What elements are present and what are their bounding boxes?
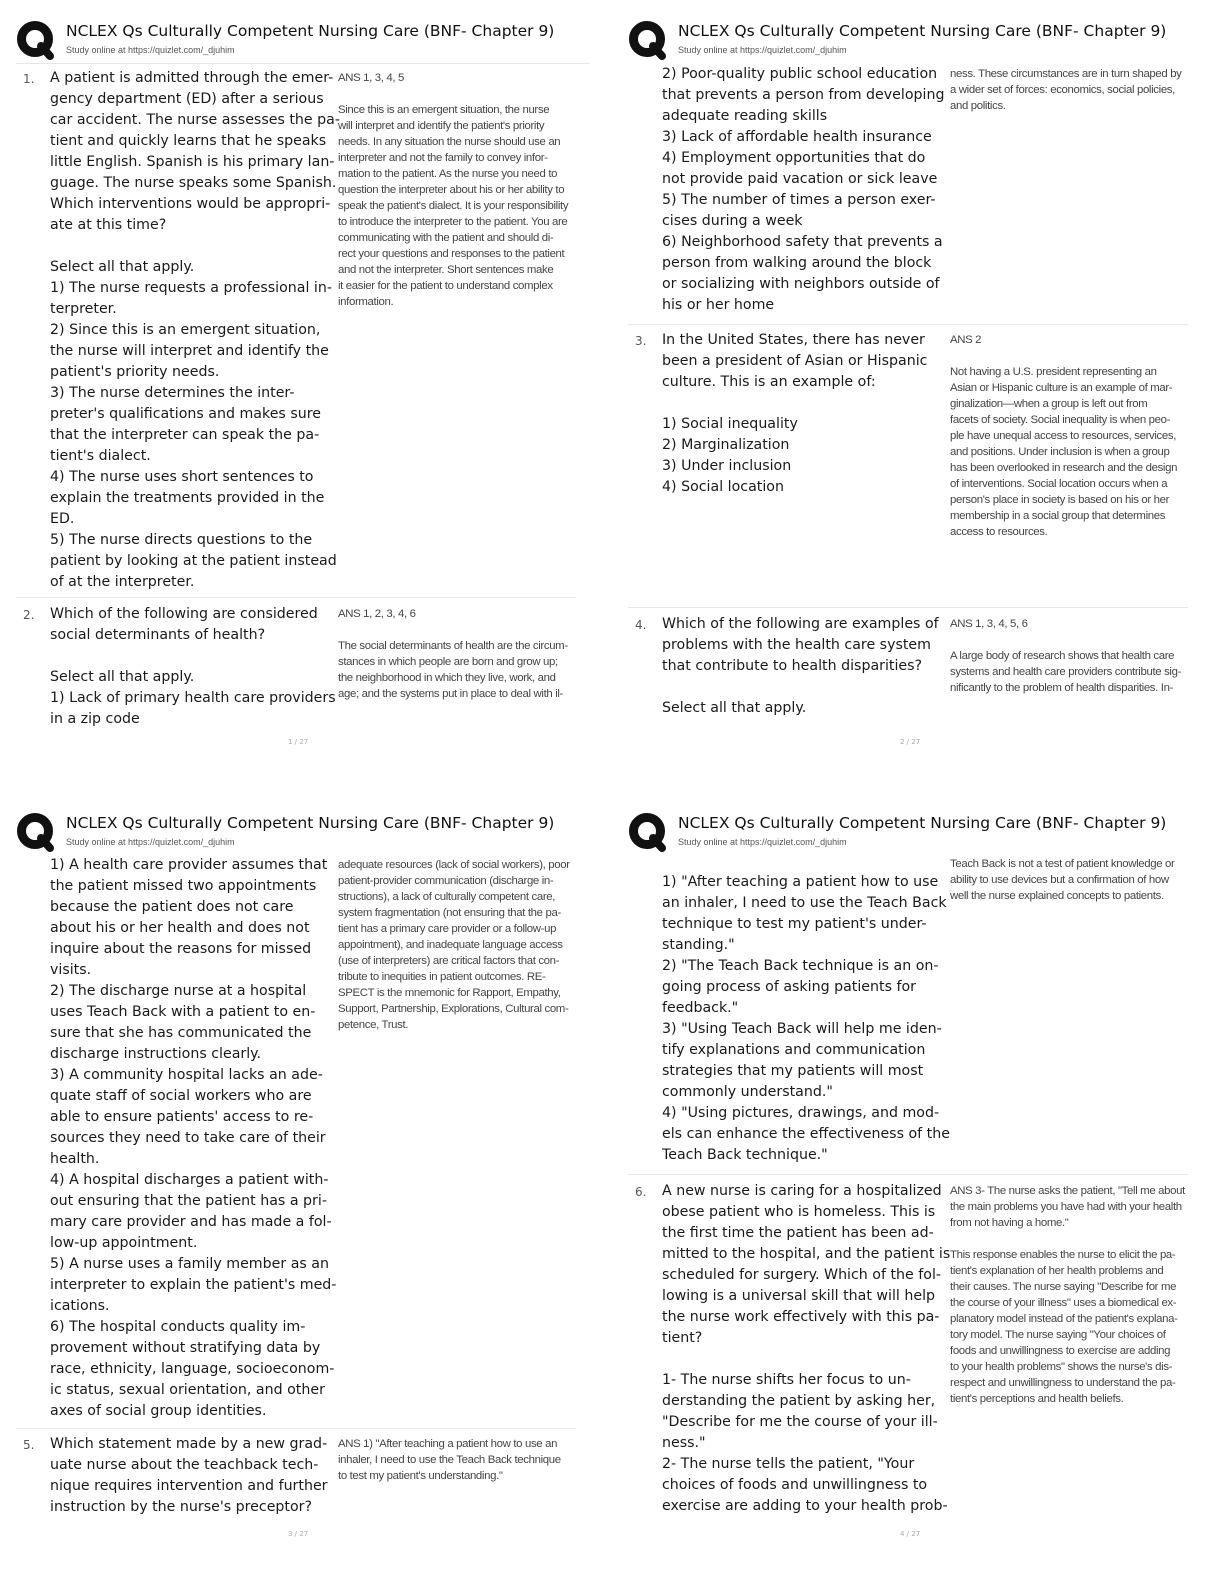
study-online-link[interactable]: Study online at https://quizlet.com/_djuhim [678, 837, 847, 847]
question-number: 6. [635, 1185, 647, 1199]
page-number: 1 / 27 [288, 738, 309, 746]
question-options: 1) "After teaching a patient how to use an inhaler, I need to use the Teach Back technique to test my patient's under- standing." 2) "The Teach Back technique is an on- going process of asking patients for feedback." 3) "Using Teach Back will help me iden- tify explanations and communication strategies that my patients will most commonly understand." 4) "Using pictures, drawings, and mod- els can enhance the effectiveness of the Teach Back technique." [662, 874, 950, 1163]
document-title: NCLEX Qs Culturally Competent Nursing Care (BNF- Chapter 9) [66, 22, 555, 40]
page-4 [612, 792, 1224, 1584]
question-text: A new nurse is caring for a hospitalized obese patient who is homeless. This is the first time the patient has been ad- mitted to the hospital, and the patient is scheduled for surgery. Which of the fol- lowing is a universal skill that will help the nurse work effectively with this pa- tient? 1- The nurse shifts her focus to un- derstanding the patient by asking her, "Describe for me the course of your ill- ness." 2- The nurse tells the patient, "Your choices of foods and unwillingness to exercise are adding to your health prob- [662, 1183, 951, 1514]
question-divider [628, 1174, 1188, 1175]
quizlet-logo [16, 812, 56, 852]
select-all-instruction: Select all that apply. [662, 700, 807, 716]
question-number: 4. [635, 618, 647, 632]
answer-explanation: Teach Back is not a test of patient knowledge or ability to use devices but a confirmation of how well the nurse explained concepts to patients. [950, 858, 1175, 902]
question-text: In the United States, there has never been a president of Asian or Hispanic culture. This is an example of: 1) Social inequality 2) Marginalization 3) Under inclusion 4) Social location [662, 332, 928, 495]
study-online-link[interactable]: Study online at https://quizlet.com/_djuhim [66, 837, 235, 847]
question-text: Which of the following are examples of problems with the health care system that contribute to health disparities? Select all that apply. [662, 614, 952, 719]
answer-key: ANS 1, 3, 4, 5 [338, 72, 405, 84]
page-3 [0, 792, 612, 1584]
document-title: NCLEX Qs Culturally Competent Nursing Care (BNF- Chapter 9) [678, 22, 1167, 40]
answer-key: ANS 3- The nurse asks the patient, "Tell me about [950, 1185, 1185, 1197]
quizlet-logo [16, 20, 56, 60]
question-divider [16, 597, 576, 598]
answer-explanation: ANS 1, 3, 4, 5, 6 A large body of research shows that health care systems and health care providers contribute sig- nificantly to the problem of health disparities. In- [950, 616, 1208, 696]
answer-explanation: ANS 2 Not having a U.S. president representing an Asian or Hispanic culture is an example of mar- ginalization—when a group is left out from facets of society. Social inequality is when peo- ple have unequal access to resources, services, and positions. Under inclusion is when a group has been overlooked in research and the design of interventions. Social location occurs when a person's place in society is based on his or her membership in a social group that determines access to resources. [950, 332, 1208, 540]
question-options: 1) A health care provider assumes that the patient missed two appointments because the patient does not care about his or her health and does not inquire about the reasons for missed visits. 2) The discharge nurse at a hospital uses Teach Back with a patient to en- sure that she has communicated the discharge instructions clearly. 3) A community hospital lacks an ade- quate staff of social workers who are able to ensure patients' access to re- sources they need to take care of their health. 4) A hospital discharges a patient with- out ensuring that the patient has a pri- mary care provider and has made a fol- low-up appointment. 5) A nurse uses a family member as an interpreter to explain the patient's med- ications. 6) The hospital conducts quality im- provement without stratifying data by race, ethnicity, language, socioeconom- ic status, sexual orientation, and other axes of social group identities. [50, 857, 337, 1419]
question-text: A patient is admitted through the emer- gency department (ED) after a serious car accident. The nurse assesses the pa- tient and quickly learns that he speaks little English. Spanish is his primary lan- guage. The nurse speaks some Spanish. Which interventions would be appropri- ate at this time? Select all that apply. 1) The nurse requests a professional in- terpreter. 2) Since this is an emergent situation, the nurse will interpret and identify the patient's priority needs. 3) The nurse determines the inter- preter's qualifications and makes sure that the interpreter can speak the pa- tient's dialect. 4) The nurse uses short sentences to explain the treatments provided in the ED. 5) The nurse directs questions to the patient by looking at the patient instead of at the interpreter. [50, 70, 340, 590]
question-number: 1. [23, 72, 35, 86]
answer-explanation: ness. These circumstances are in turn shaped by a wider set of forces: economics, social policies, and politics. [950, 68, 1182, 112]
select-all-instruction: Select all that apply. [50, 669, 195, 685]
document-title: NCLEX Qs Culturally Competent Nursing Care (BNF- Chapter 9) [66, 814, 555, 832]
page-1 [0, 0, 612, 792]
quizlet-logo [628, 812, 668, 852]
answer-key: ANS 1, 2, 3, 4, 6 [338, 608, 416, 620]
answer-explanation: ANS 1, 3, 4, 5 Since this is an emergent situation, the nurse will interpret and identify the patient's priority needs. In any situation the nurse should use an interpreter and not the family to convey infor- mation to the patient. As the nurse you need to question the interpreter about his or her ability to speak the patient's dialect. It is your responsibility to introduce the interpreter to the patient. You are communicating with the patient and should di- rect your questions and responses to the patient and not the interpreter. Short sentences make it easier for the patient to understand complex information. [338, 70, 596, 310]
page-2 [612, 0, 1224, 792]
page-number: 3 / 27 [288, 1530, 309, 1538]
question-number: 2. [23, 608, 35, 622]
question-divider [16, 1428, 576, 1429]
answer-key: ANS 1, 3, 4, 5, 6 [950, 618, 1028, 630]
question-number: 5. [23, 1438, 35, 1452]
question-divider [628, 607, 1188, 608]
page-number: 2 / 27 [900, 738, 921, 746]
answer-explanation: ANS 1) "After teaching a patient how to use an inhaler, I need to use the Teach Back technique to test my patient's understanding." [338, 1436, 596, 1484]
quizlet-logo [628, 20, 668, 60]
page-number: 4 / 27 [900, 1530, 921, 1538]
answer-explanation: ANS 3- The nurse asks the patient, "Tell me about the main problems you have had with your health from not having a home." This response enables the nurse to elicit the pa- tient's explanation of her health problems and their causes. The nurse saying "Describe for me the course of your illness" uses a biomedical ex- planatory model instead of the patient's explana- tory model. The nurse saying "Your choices of foods and unwillingness to exercise are adding to your health problems" shows the nurse's dis- respect and unwillingness to understand the pa- tient's perceptions and health beliefs. [950, 1183, 1208, 1407]
study-online-link[interactable]: Study online at https://quizlet.com/_djuhim [678, 45, 847, 55]
question-text: Which statement made by a new grad- uate nurse about the teachback tech- nique requires intervention and further instruction by the nurse's preceptor? [50, 1436, 328, 1515]
question-number: 3. [635, 334, 647, 348]
answer-explanation: adequate resources (lack of social workers), poor patient-provider communication (discharge in- structions), a lack of culturally competent care, system fragmentation (not ensuring that the pa- tient has a primary care provider or a follow-up appointment), and inadequate language access (use of interpreters) are critical factors that con- tribute to inequities in patient outcomes. RE- SPECT is the mnemonic for Rapport, Empathy, Support, Partnership, Explorations, Cultural com- petence, Trust. [338, 859, 570, 1031]
select-all-instruction: Select all that apply. [50, 259, 195, 275]
answer-explanation: ANS 1, 2, 3, 4, 6 The social determinants of health are the circum- stances in which people are born and grow up; the neighborhood in which they live, work, and age; and the systems put in place to deal with il- [338, 606, 596, 702]
answer-key: ANS 1) "After teaching a patient how to use an [338, 1438, 558, 1450]
question-text: Which of the following are considered social determinants of health? Select all that apply. 1) Lack of primary health care providers in a zip code [50, 604, 340, 730]
document-title: NCLEX Qs Culturally Competent Nursing Care (BNF- Chapter 9) [678, 814, 1167, 832]
answer-key: ANS 2 [950, 334, 982, 346]
question-divider [628, 324, 1188, 325]
question-options: 2) Poor-quality public school education that prevents a person from developing adequate reading skills 3) Lack of affordable health insurance 4) Employment opportunities that do not provide paid vacation or sick leave 5) The number of times a person exer- cises during a week 6) Neighborhood safety that prevents a person from walking around the block or socializing with neighbors outside of his or her home [662, 66, 945, 313]
header-divider [16, 63, 590, 64]
study-online-link[interactable]: Study online at https://quizlet.com/_djuhim [66, 45, 235, 55]
